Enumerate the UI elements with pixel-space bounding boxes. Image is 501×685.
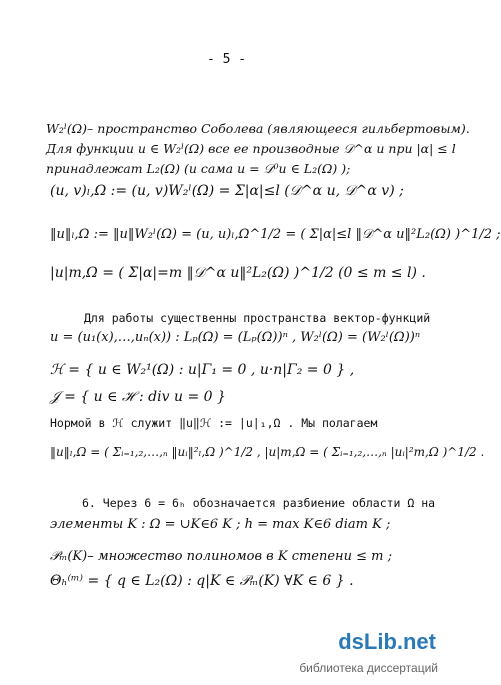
line-function-derivatives: Для функции u ∈ W₂ˡ(Ω) все ее производные 𝒟^α u при |α| ≤ l (46, 141, 456, 156)
line-sobolev-space: W₂ˡ(Ω)– пространство Соболева (являющееся гильбертовым). (46, 121, 470, 136)
equation-vector-spaces: u = (u₁(x),…,uₙ(x)) : Lₚ(Ω) = (Lₚ(Ω))ⁿ , W₂ˡ(Ω) = (W₂ˡ(Ω))ⁿ (50, 330, 421, 345)
line-partition: 6. Через 6 = 6ₕ обозначается разбиение области Ω на (82, 496, 436, 510)
equation-vector-norms: ‖u‖ₗ,Ω = ( Σᵢ₌₁,₂,…,ₙ ‖uᵢ‖²ₗ,Ω )^1/2 , |u|m,Ω = ( Σᵢ₌₁,₂,…,ₙ |uᵢ|²m,Ω )^1/2 . (50, 445, 485, 459)
line-vector-functions: Для работы существенны пространства вектор-функций (84, 311, 431, 325)
watermark-subtitle: библиотека диссертаций (299, 661, 438, 675)
equation-space-j: 𝒥 = { u ∈ ℋ : div u = 0 } (50, 389, 226, 405)
watermark-logo: dsLib.net (338, 629, 436, 654)
equation-theta-space: Θₕ⁽ᵐ⁾ = { q ∈ L₂(Ω) : q|K ∈ 𝒫ₘ(K) ∀K ∈ 6 } . (50, 573, 354, 589)
line-norm-in-h: Нормой в ℋ служит ‖u‖ℋ := |u|₁,Ω . Мы полагаем (50, 416, 378, 430)
line-polynomial-set: 𝒫ₘ(K)– множество полиномов в K степени ≤ m ; (50, 549, 392, 564)
equation-space-h: ℋ = { u ∈ W₂¹(Ω) : u|Γ₁ = 0 , u·n|Γ₂ = 0 } , (50, 362, 355, 378)
equation-elements: элементы K : Ω = ∪K∈6 K ; h = max K∈6 diam K ; (50, 517, 391, 532)
line-belongs-l2: принадлежат L₂(Ω) (и сама u = 𝒟⁰u ∈ L₂(Ω) ); (46, 161, 351, 176)
equation-inner-product: (u, v)ₗ,Ω := (u, v)W₂ˡ(Ω) = Σ|α|≤l (𝒟^α u, 𝒟^α v) ; (50, 183, 404, 199)
equation-norm: ‖u‖ₗ,Ω := ‖u‖W₂ˡ(Ω) = (u, u)ₗ,Ω^1/2 = ( Σ|α|≤l ‖𝒟^α u‖²L₂(Ω) )^1/2 ; (50, 227, 501, 242)
equation-seminorm: |u|m,Ω = ( Σ|α|=m ‖𝒟^α u‖²L₂(Ω) )^1/2 (0 ≤ m ≤ l) . (50, 265, 426, 281)
page-number: - 5 - (207, 52, 247, 67)
